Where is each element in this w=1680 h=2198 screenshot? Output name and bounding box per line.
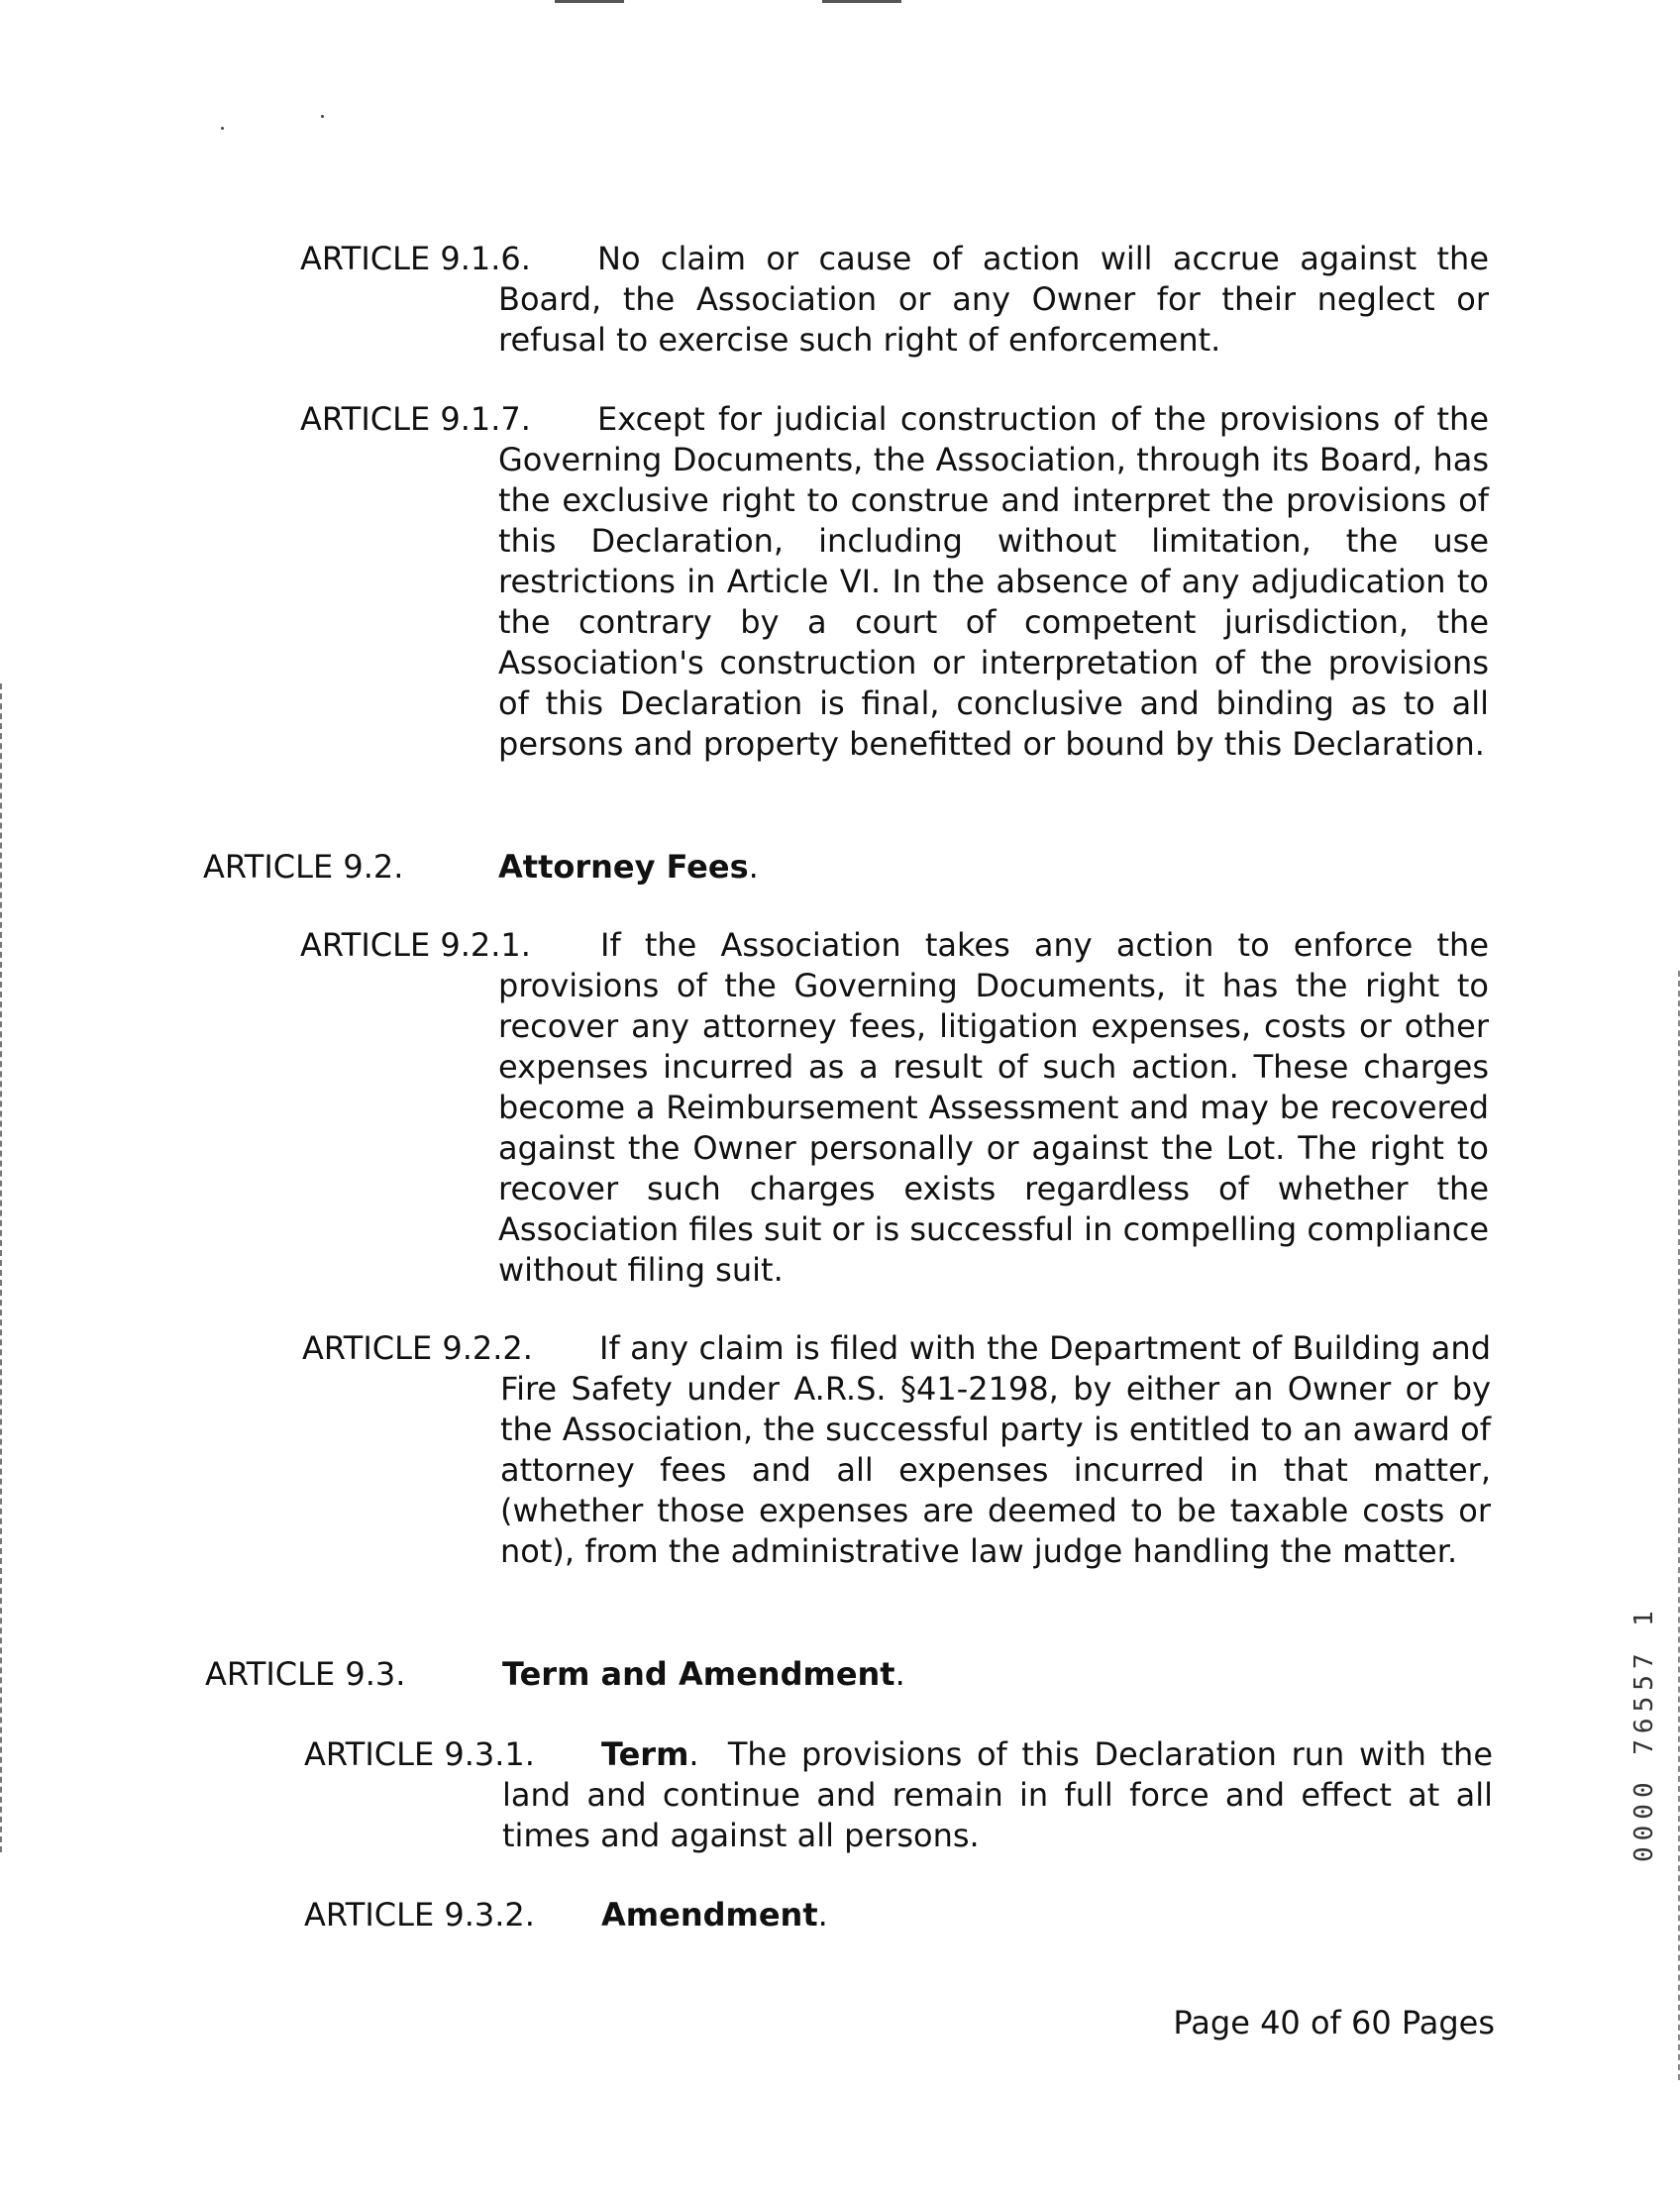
article-text: Except for judicial construction of the provisions of the Governing Documents, the Association, through its Board, has the exclusive right to construe and interpret the provisions of this Declaration, including without limitation, the use restrictions in Article VI. In the absence of any adjudication to the contrary by a court of competent jurisdiction, the Association's construction or interpretation of the provisions of this Declaration is final, conclusive and binding as to all persons and property benefitted or bound by this Declaration. — [498, 400, 1489, 763]
section-title: Attorney Fees. — [498, 848, 759, 886]
article-label: ARTICLE 9.1.7. — [300, 400, 531, 438]
scan-speck — [321, 115, 324, 118]
article-text: If any claim is filed with the Department of Building and Fire Safety under A.R.S. §41-2198, by either an Owner or by the Association, the successful party is entitled to an award of attorney fees and all expenses incurred in that matter, (whether those expenses are deemed to be taxable costs or not), from the administrative law judge handling the matter. — [500, 1329, 1491, 1570]
scan-edge-right — [1675, 971, 1680, 2080]
article-label: ARTICLE 9.3.2. — [304, 1896, 535, 1934]
scan-mark — [822, 0, 901, 3]
article-label: ARTICLE 9.3.1. — [304, 1735, 535, 1773]
article-label: ARTICLE 9.2.2. — [302, 1329, 533, 1367]
article-label: ARTICLE 9.1.6. — [300, 240, 531, 277]
article-text: No claim or cause of action will accrue against the Board, the Association or any Owner for their neglect or refusal to exercise such right of enforcement. — [498, 240, 1489, 359]
term-title: Term — [601, 1735, 689, 1773]
scan-mark — [555, 0, 624, 3]
margin-stamp: 0000 76557 1 — [1629, 1605, 1659, 1862]
scan-speck — [221, 127, 224, 130]
article-label: ARTICLE 9.2. — [203, 848, 404, 886]
scan-edge-left — [0, 683, 5, 1852]
article-text: Term. The provisions of this Declaration run with the land and continue and remain in full force and effect at all times and against all persons. — [502, 1735, 1494, 1854]
section-title: Term and Amendment. — [502, 1655, 905, 1693]
page-number: Page 40 of 60 Pages — [1173, 2004, 1495, 2041]
article-text: If the Association takes any action to enforce the provisions of the Governing Documents, it has the right to recover any attorney fees, litigation expenses, costs or other expenses incurred as a result of such action. These charges become a Reimbursement Assessment and may be recovered against the Owner personally or against the Lot. The right to recover such charges exists regardless of whether the Association files suit or is successful in compelling compliance without filing suit. — [498, 926, 1489, 1289]
article-label: ARTICLE 9.2.1. — [300, 926, 531, 964]
section-title: Amendment. — [601, 1896, 828, 1934]
article-label: ARTICLE 9.3. — [205, 1655, 406, 1693]
